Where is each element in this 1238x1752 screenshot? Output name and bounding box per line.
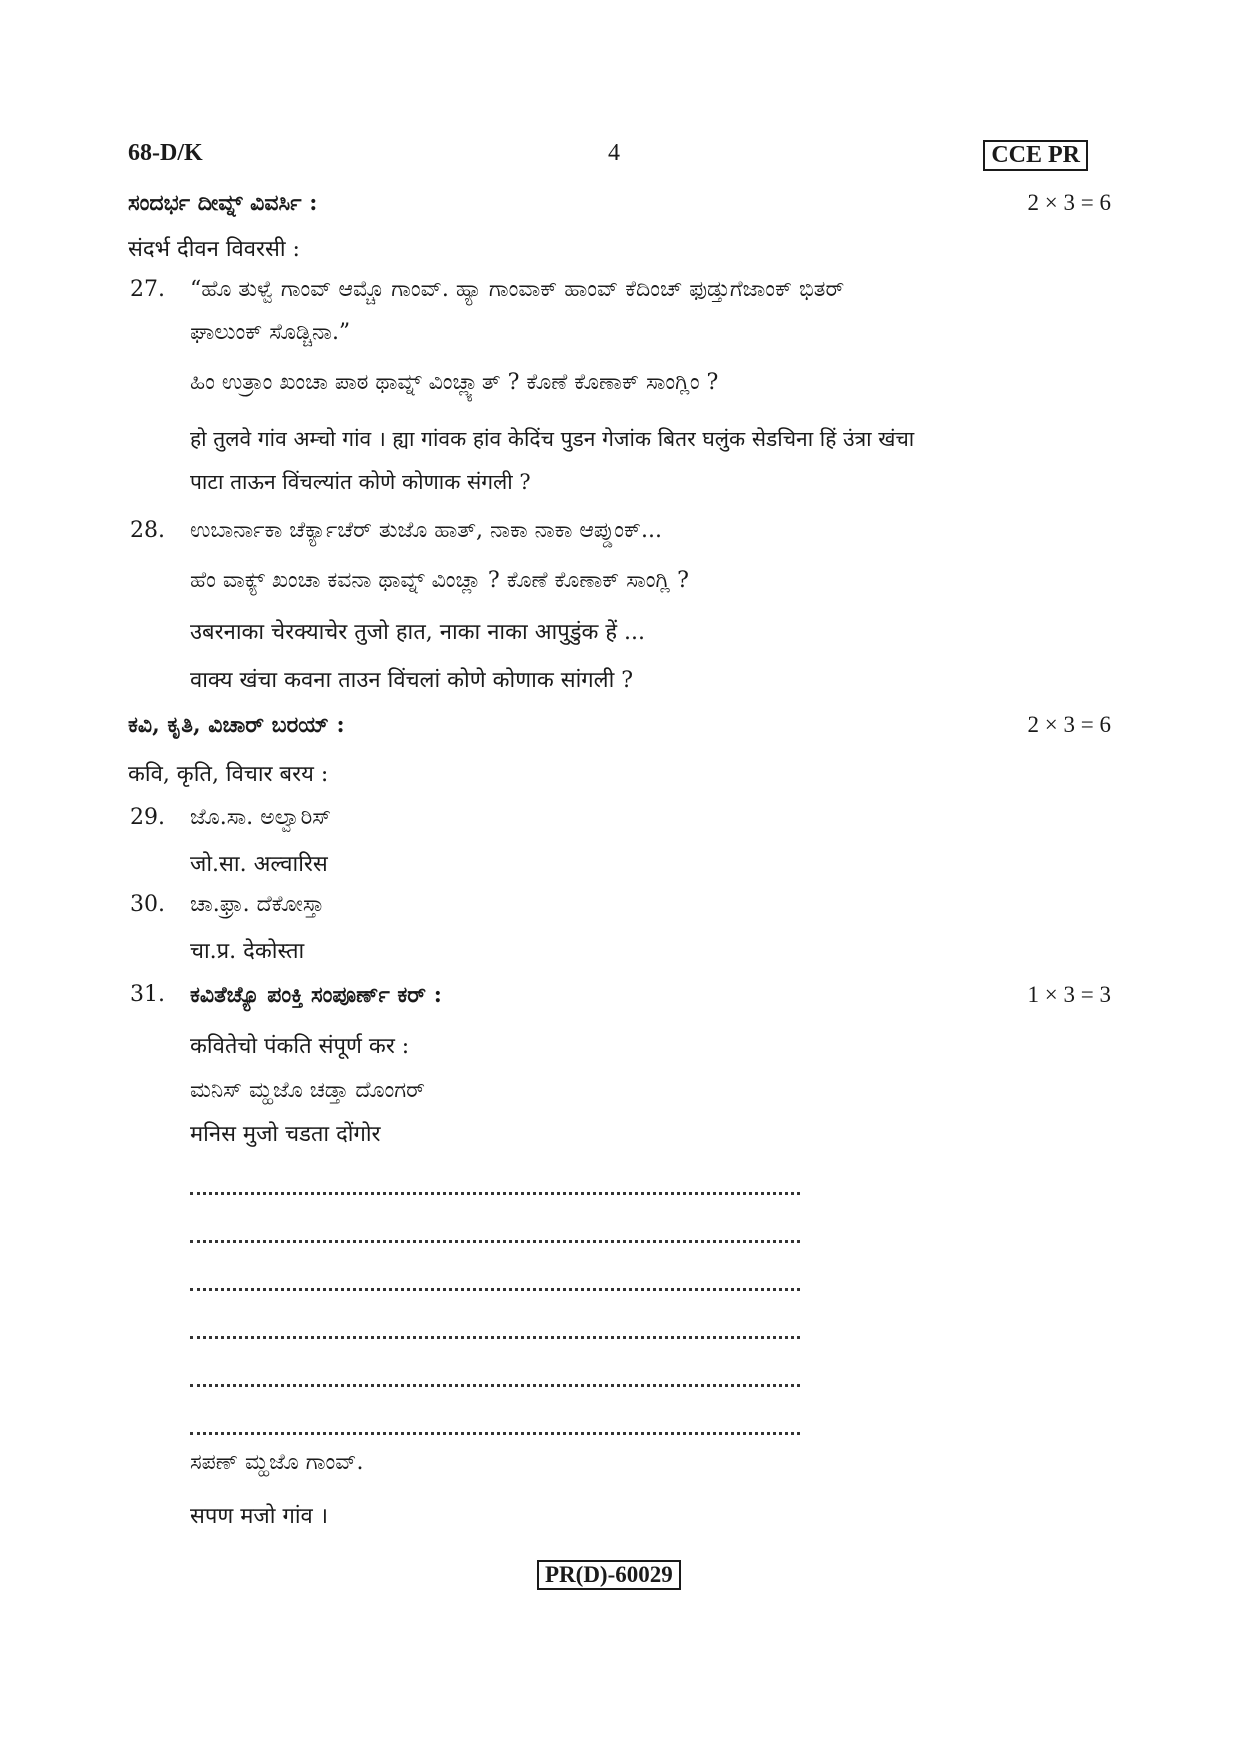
question-28-question-devanagari: वाक्य खंचा कवना ताउन विंचलां कोणे कोणाक सांगली ?: [190, 668, 634, 693]
question-28-question-kannada: ಹೆಂ ವಾಕ್ಯ್ ಖಂಚಾ ಕವನಾ ಥಾವ್ನ್ ವಿಂಚ್ಲಾ ? ಕೊಣೆ ಕೊಣಾಕ್ ಸಾಂಗ್ಲಿ ?: [190, 568, 689, 593]
question-30-name-devanagari: चा.प्र. देकोस्ता: [190, 939, 305, 964]
answer-line[interactable]: [190, 1330, 800, 1339]
section-a-marks: 2 × 3 = 6: [1027, 190, 1111, 215]
question-30-name-kannada: ಚಾ.ಫ್ರಾ. ದೆಕೋಸ್ತಾ: [190, 892, 325, 917]
question-27-devanagari-line1: हो तुलवे गांव अम्चो गांव । ह्या गांवक हांव केदिंच पुडन गेजांक बितर घलुंक सेडचिना हिं उंत्रा खंचा: [190, 427, 915, 451]
answer-line[interactable]: [190, 1282, 800, 1291]
question-28-line-devanagari: उबरनाका चेरक्याचेर तुजो हात, नाका नाका आपुडुंक हें ...: [190, 620, 646, 645]
question-27-quote-line2: ಘಾಲುಂಕ್ ಸೊಡ್ಚಿನಾ.”: [190, 320, 351, 345]
section-a-title-kannada: ಸಂದರ್ಭ ದೀವ್ನ್ ವಿವರ್ಸಿ :: [128, 190, 318, 216]
answer-line[interactable]: [190, 1426, 800, 1435]
question-28-line-kannada: ಉಬಾರ್ನಾಕಾ ಚೆರ್ಕ್ಯಾಚೆರ್ ತುಜೊ ಹಾತ್, ನಾಕಾ ನಾಕಾ ಆಪ್ಡುಂಕ್...: [190, 518, 663, 543]
answer-line[interactable]: [190, 1378, 800, 1387]
section-a-title-devanagari: संदर्भ दीवन विवरसी :: [128, 237, 300, 262]
page-number: 4: [608, 140, 620, 166]
question-31-title-devanagari: कवितेचो पंकति संपूर्ण कर :: [190, 1034, 410, 1059]
question-31-title-kannada: ಕವಿತೆಚ್ಯೊ ಪಂಕ್ತಿ ಸಂಪೂರ್ಣ್ ಕರ್ :: [190, 982, 442, 1008]
question-27-question-kannada: ಹಿಂ ಉತ್ರಾಂ ಖಂಚಾ ಪಾಠ ಥಾವ್ನ್ ವಿಂಚ್ಲ್ಯಾತ್ ? ಕೊಣೆ ಕೊಣಾಕ್ ಸಾಂಗ್ಲಿಂ ?: [190, 370, 719, 395]
answer-line[interactable]: [190, 1186, 800, 1195]
answer-line[interactable]: [190, 1234, 800, 1243]
section-b-title-devanagari: कवि, कृति, विचार बरय :: [128, 762, 329, 787]
footer-code: PR(D)-60029: [537, 1560, 681, 1590]
poem-last-line-devanagari: सपण मजो गांव ।: [190, 1504, 329, 1529]
question-31-number: 31.: [130, 982, 165, 1007]
section-b-marks: 2 × 3 = 6: [1027, 712, 1111, 737]
poem-line1-kannada: ಮನಿಸ್ ಮ್ಹಜೊ ಚಡ್ತಾ ದೊಂಗರ್: [190, 1078, 425, 1103]
poem-line1-devanagari: मनिस मुजो चडता दोंगोर: [190, 1122, 381, 1147]
question-27-number: 27.: [130, 277, 165, 302]
question-28-number: 28.: [130, 518, 165, 543]
question-29-name-devanagari: जो.सा. अल्वारिस: [190, 852, 328, 877]
section-b-title-kannada: ಕವಿ, ಕೃತಿ, ವಿಚಾರ್ ಬರಯ್ :: [128, 712, 345, 738]
question-31-marks: 1 × 3 = 3: [1027, 982, 1111, 1007]
paper-code: 68-D/K: [128, 140, 203, 166]
cce-pr-badge: CCE PR: [983, 140, 1088, 171]
question-30-number: 30.: [130, 892, 165, 917]
question-27-quote-line1: “ಹೊ ತುಳ್ವೆ ಗಾಂವ್ ಆಮ್ಚೊ ಗಾಂವ್. ಹ್ಯಾ ಗಾಂವಾಕ್ ಹಾಂವ್ ಕೆದಿಂಚ್ ಫುಡ್ತುಗೆಜಾಂಕ್ ಭಿತರ್: [190, 277, 845, 302]
question-29-number: 29.: [130, 805, 165, 830]
question-27-devanagari-line2: पाटा ताऊन विंचल्यांत कोणे कोणाक संगली ?: [190, 470, 531, 494]
question-29-name-kannada: ಜೊ.ಸಾ. ಅಲ್ವಾರಿಸ್: [190, 805, 332, 830]
poem-last-line-kannada: ಸಪಣ್ ಮ್ಹಜೊ ಗಾಂವ್.: [190, 1450, 364, 1475]
